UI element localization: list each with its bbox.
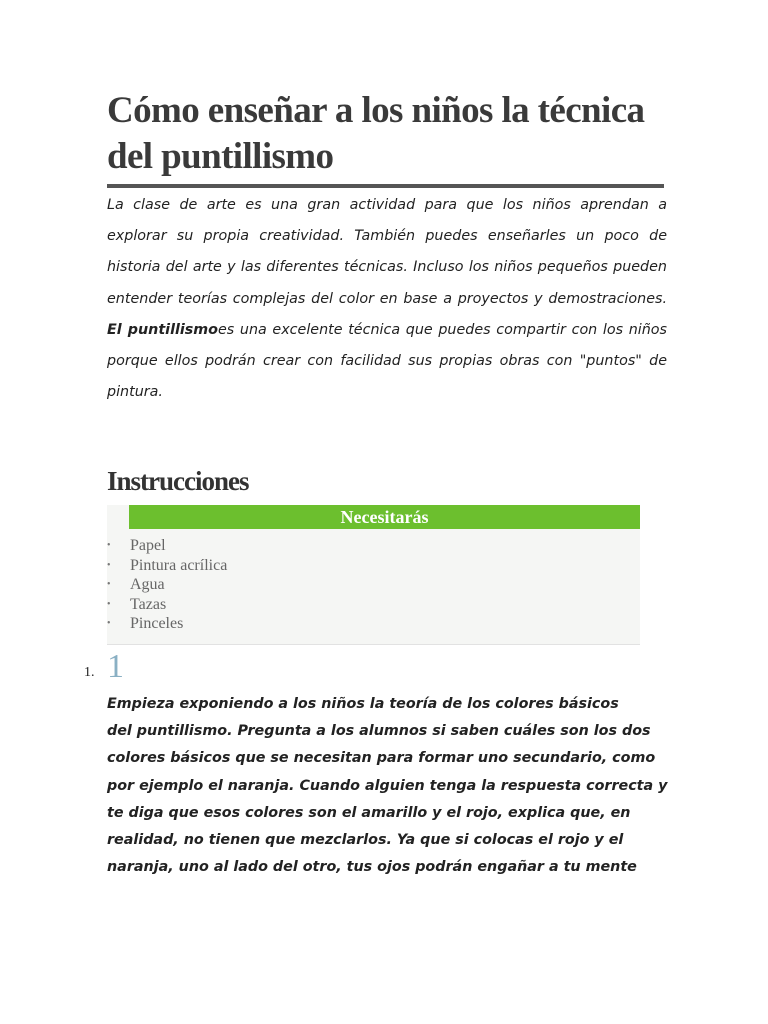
list-item	[107, 536, 227, 556]
bullet-icon: •	[107, 598, 111, 610]
needs-list	[107, 536, 227, 634]
instructions-heading: Instrucciones	[107, 466, 249, 496]
step-text	[107, 691, 667, 881]
needs-item-label: Agua	[130, 576, 165, 594]
list-item	[107, 614, 227, 634]
needs-header: Necesitarás	[129, 505, 640, 529]
intro-text-end: es una excelente técnica que puedes compartir con los niños porque ellos podrán crear con facilidad sus propias obras con "puntos" de pintura.	[107, 321, 667, 401]
intro-text-start: La clase de arte es una gran actividad para que los niños aprendan a explorar su propia creatividad. También puedes enseñarles un poco de historia del arte y las diferentes técnicas. Incluso los niños pequeños pueden entender teorías complejas del color en base a proyectos y demostraciones.	[107, 197, 667, 307]
step-text-line: realidad, no tienen que mezclarlos. Ya que si colocas el rojo y el	[107, 832, 624, 849]
list-item	[107, 575, 227, 595]
step-text-line: del puntillismo. Pregunta a los alumnos si saben cuáles son los dos	[107, 723, 651, 740]
step-list-marker: 1.	[84, 665, 95, 680]
list-item	[107, 556, 227, 576]
article-intro	[107, 190, 667, 408]
step-text-line: Empieza exponiendo a los niños la teoría de los colores básicos	[107, 696, 619, 712]
needs-item-label: Pinceles	[130, 615, 184, 633]
title-divider	[107, 184, 664, 188]
step-text-line: te diga que esos colores son el amarillo y el rojo, explica que, en	[107, 804, 631, 821]
step-text-line: colores básicos que se necesitan para formar uno secundario, como	[107, 750, 656, 767]
needs-item-label: Tazas	[130, 595, 167, 613]
needs-item-label: Pintura acrílica	[130, 556, 228, 574]
step-number: 1	[107, 648, 124, 685]
list-item	[107, 595, 227, 615]
needs-box	[107, 505, 640, 645]
step-text-line: por ejemplo el naranja. Cuando alguien tenga la respuesta correcta y	[107, 777, 668, 794]
needs-item-label: Papel	[130, 537, 166, 554]
article-title: Cómo enseñar a los niños la técnica del puntillismo	[107, 90, 645, 177]
step-text-line: naranja, uno al lado del otro, tus ojos podrán engañar a tu mente	[107, 859, 637, 876]
bullet-icon: •	[107, 540, 111, 551]
bullet-icon: •	[107, 618, 111, 630]
bullet-icon: •	[107, 559, 111, 571]
bullet-icon: •	[107, 579, 111, 591]
intro-highlight-link[interactable]: El puntillismo	[107, 321, 218, 338]
